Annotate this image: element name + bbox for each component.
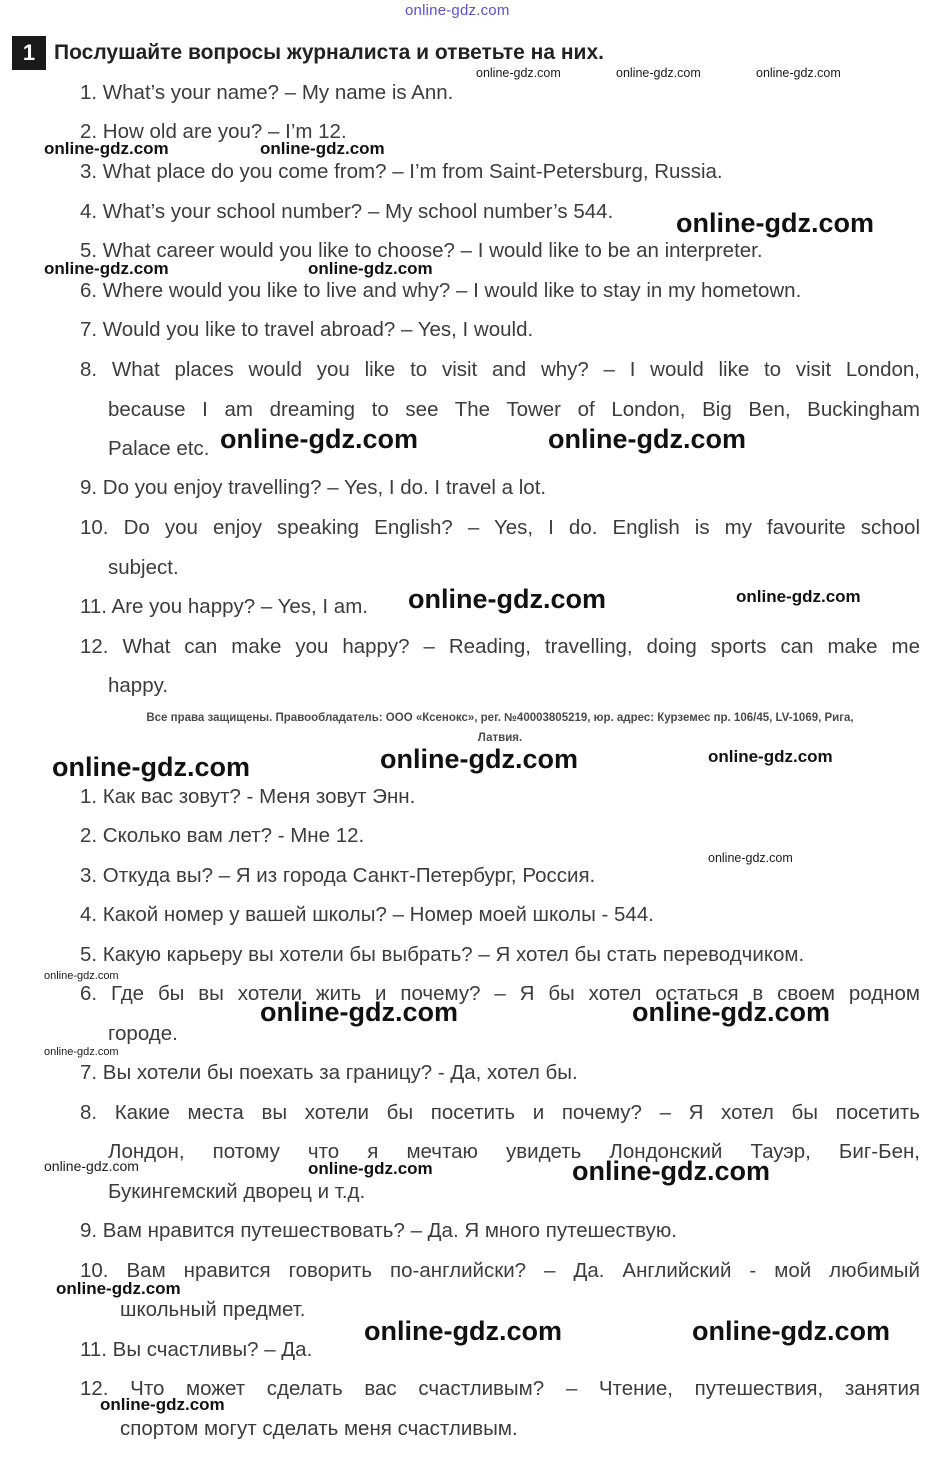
english-line-10a: 10. Do you enjoy speaking English? – Yes, I do. English is my favourite school xyxy=(80,516,920,539)
watermark: online-gdz.com xyxy=(44,259,169,278)
english-line-9: 9. Do you enjoy travelling? – Yes, I do. I travel a lot. xyxy=(80,476,547,499)
task-number-badge: 1 xyxy=(12,36,46,70)
russian-line-7: 7. Вы хотели бы поехать за границу? - Да, хотел бы. xyxy=(80,1061,578,1084)
watermark: online-gdz.com xyxy=(52,752,250,782)
russian-line-6a: 6. Где бы вы хотели жить и почему? – Я бы хотел остаться в своем родном xyxy=(80,982,920,1005)
english-line-4: 4. What’s your school number? – My school number’s 544. xyxy=(80,200,614,223)
watermark: online-gdz.com xyxy=(692,1316,890,1346)
watermark: online-gdz.com xyxy=(572,1156,770,1186)
russian-line-10a: 10. Вам нравится говорить по-английски? – Да. Английский - мой любимый xyxy=(80,1259,920,1282)
english-line-8b: because I am dreaming to see The Tower of London, Big Ben, Buckingham xyxy=(108,398,920,421)
copyright-line-1: Все права защищены. Правообладатель: ООО «Ксенокс», рег. №40003805219, юр. адрес: Курземес пр. 106/45, LV-1069, Рига, xyxy=(146,712,854,724)
english-line-2: 2. How old are you? – I’m 12. xyxy=(80,120,347,143)
russian-line-2: 2. Сколько вам лет? - Мне 12. xyxy=(80,824,365,847)
russian-line-8a: 8. Какие места вы хотели бы посетить и почему? – Я хотел бы посетить xyxy=(80,1101,920,1124)
watermark: online-gdz.com xyxy=(44,1158,139,1174)
watermark: online-gdz.com xyxy=(56,1279,181,1298)
english-line-12b: happy. xyxy=(108,674,169,697)
task-header xyxy=(12,36,604,70)
russian-line-8c: Букингемский дворец и т.д. xyxy=(108,1180,366,1203)
site-label: online-gdz.com xyxy=(405,2,510,19)
task-title: Послушайте вопросы журналиста и ответьте на них. xyxy=(54,41,604,64)
russian-line-10b: школьный предмет. xyxy=(120,1298,306,1321)
english-line-8c: Palace etc. xyxy=(108,437,210,460)
watermark: online-gdz.com xyxy=(364,1316,562,1346)
russian-line-5: 5. Какую карьеру вы хотели бы выбрать? – Я хотел бы стать переводчиком. xyxy=(80,943,805,966)
watermark: online-gdz.com xyxy=(408,584,606,614)
english-line-8a: 8. What places would you like to visit and why? – I would like to visit London, xyxy=(80,358,920,381)
watermark: online-gdz.com xyxy=(632,997,830,1027)
watermark: online-gdz.com xyxy=(676,208,874,238)
watermark: online-gdz.com xyxy=(616,66,701,80)
watermark: online-gdz.com xyxy=(220,424,418,454)
english-line-6: 6. Where would you like to live and why? – I would like to stay in my hometown. xyxy=(80,279,802,302)
watermark: online-gdz.com xyxy=(380,744,578,774)
copyright-notice xyxy=(80,708,920,748)
english-line-10b: subject. xyxy=(108,556,179,579)
watermark: online-gdz.com xyxy=(44,1046,119,1058)
russian-line-12a: 12. Что может сделать вас счастливым? – Чтение, путешествия, занятия xyxy=(80,1377,920,1400)
russian-line-4: 4. Какой номер у вашей школы? – Номер моей школы - 544. xyxy=(80,903,654,926)
watermark: online-gdz.com xyxy=(44,139,169,158)
russian-line-9: 9. Вам нравится путешествовать? – Да. Я много путешествую. xyxy=(80,1219,677,1242)
russian-line-6b: городе. xyxy=(108,1022,178,1045)
english-line-12a: 12. What can make you happy? – Reading, travelling, doing sports can make me xyxy=(80,635,920,658)
watermark: online-gdz.com xyxy=(308,259,433,278)
watermark: online-gdz.com xyxy=(548,424,746,454)
english-line-11: 11. Are you happy? – Yes, I am. xyxy=(80,595,368,618)
watermark: online-gdz.com xyxy=(708,747,833,766)
english-line-1: 1. What’s your name? – My name is Ann. xyxy=(80,81,454,104)
watermark: online-gdz.com xyxy=(308,1159,433,1178)
russian-line-8b: Лондон, потому что я мечтаю увидеть Лондонский Тауэр, Биг-Бен, xyxy=(108,1140,920,1163)
russian-line-12b: спортом могут сделать меня счастливым. xyxy=(120,1417,518,1440)
english-line-7: 7. Would you like to travel abroad? – Yes, I would. xyxy=(80,318,534,341)
watermark: online-gdz.com xyxy=(708,851,793,865)
english-line-3: 3. What place do you come from? – I’m from Saint-Petersburg, Russia. xyxy=(80,160,723,183)
russian-line-11: 11. Вы счастливы? – Да. xyxy=(80,1338,313,1361)
russian-line-3: 3. Откуда вы? – Я из города Санкт-Петербург, Россия. xyxy=(80,864,596,887)
english-line-5: 5. What career would you like to choose? – I would like to be an interpreter. xyxy=(80,239,763,262)
watermark: online-gdz.com xyxy=(100,1395,225,1414)
watermark: online-gdz.com xyxy=(476,66,561,80)
copyright-line-2: Латвия. xyxy=(477,732,523,744)
watermark: online-gdz.com xyxy=(756,66,841,80)
watermark: online-gdz.com xyxy=(260,139,385,158)
watermark: online-gdz.com xyxy=(260,997,458,1027)
watermark: online-gdz.com xyxy=(44,970,119,982)
watermark: online-gdz.com xyxy=(736,587,861,606)
russian-line-1: 1. Как вас зовут? - Меня зовут Энн. xyxy=(80,785,416,808)
